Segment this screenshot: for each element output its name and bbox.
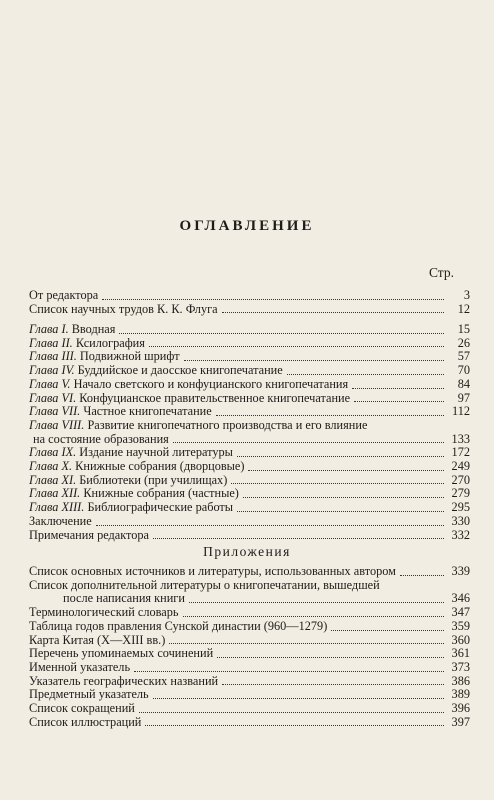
entry-title: Начало светского и конфуцианского книгопечатания (73, 377, 349, 391)
toc-entry (29, 661, 470, 675)
entry-title: Указатель географических названий (29, 674, 219, 688)
entry-title: Именной указатель (29, 660, 131, 674)
leader-dots (243, 497, 444, 498)
page-number: 112 (452, 404, 470, 419)
entry-title: Таблица годов правления Сунской династии (960—1279) (29, 619, 328, 633)
leader-dots (217, 657, 444, 658)
chapter-number: Глава I. (29, 323, 69, 336)
toc-entry (29, 303, 470, 317)
toc-entry (29, 688, 470, 702)
chapter-number: Глава XI. (29, 473, 77, 487)
leader-dots (169, 643, 444, 644)
entry-title: Библиотеки (при училищах) (79, 473, 228, 487)
page-number: 57 (457, 349, 470, 364)
entry-title: Книжные собрания (частные) (83, 487, 239, 501)
toc-entry (29, 620, 470, 634)
leader-dots (400, 575, 444, 576)
toc-entry (29, 405, 470, 419)
entry-title: Буддийское и даосское книгопечатание (77, 364, 283, 378)
entry-title: Предметный указатель (29, 688, 149, 702)
leader-dots (248, 470, 444, 471)
entry-title: Заключение (29, 514, 92, 528)
toc-entry (29, 446, 470, 460)
toc-entry (29, 460, 470, 474)
page-number: 172 (451, 445, 470, 460)
page-number: 70 (457, 363, 470, 378)
chapter-number: Глава X. (29, 460, 73, 474)
page-number: 295 (451, 500, 470, 515)
appendix-title: Приложения (203, 544, 291, 559)
entry-title: Список основных источников и литературы, использованных автором (29, 565, 396, 578)
entry-title: Вводная (71, 323, 116, 336)
leader-dots (231, 483, 444, 484)
entry-title: Карта Китая (X—XIII вв.) (29, 633, 166, 647)
toc-entry (29, 289, 470, 303)
entry-title: Подвижной шрифт (79, 350, 180, 364)
entry-title: Список научных трудов К. К. Флуга (29, 302, 218, 316)
page-number: 3 (463, 288, 470, 302)
chapter-number: Глава VII. (29, 405, 81, 419)
toc-entry (29, 323, 470, 337)
leader-dots (331, 630, 444, 631)
leader-dots (119, 333, 444, 334)
leader-dots (134, 671, 444, 672)
leader-dots (184, 360, 444, 361)
chapter-number: Глава IV. (29, 364, 75, 378)
entry-title: Развитие книгопечатного производства и его влияние (87, 418, 368, 432)
page-number: 15 (457, 322, 470, 336)
page-number: 347 (451, 605, 470, 620)
entry-title: Книжные собрания (дворцовые) (75, 460, 245, 474)
toc-entry (29, 337, 470, 351)
leader-dots (183, 616, 444, 617)
toc-entry (29, 606, 470, 620)
page-number: 330 (451, 513, 470, 528)
page-number: 270 (451, 472, 470, 487)
page-title: ОГЛАВЛЕНИЕ (179, 218, 315, 234)
toc-entry (29, 487, 470, 501)
toc-entry (29, 501, 470, 515)
leader-dots (216, 415, 444, 416)
page-number: 360 (451, 632, 470, 647)
leader-dots (222, 684, 444, 685)
leader-dots (354, 401, 444, 402)
toc-entry (29, 579, 470, 606)
page-number: 339 (451, 564, 470, 578)
chapter-number: Глава II. (29, 336, 73, 350)
toc-entry (29, 350, 470, 364)
toc-entry (29, 702, 470, 716)
page-number: 332 (451, 527, 470, 542)
page-number: 396 (451, 701, 470, 716)
entry-title: Терминологический словарь (29, 606, 179, 620)
toc-entry (29, 647, 470, 661)
entry-title: Примечания редактора (29, 528, 150, 542)
entry-title: Конфуцианское правительственное книгопечатание (79, 391, 351, 405)
entry-title: Издание научной литературы (79, 446, 233, 460)
leader-dots (139, 712, 444, 713)
entry-title: Библиографические работы (87, 501, 234, 515)
chapter-number: Глава VI. (29, 391, 77, 405)
page-number: 97 (457, 390, 470, 405)
toc-entry (29, 474, 470, 488)
chapter-number: Глава IX. (29, 446, 77, 460)
toc-entry (29, 716, 470, 730)
page-number: 279 (451, 486, 470, 501)
page-number: 26 (457, 335, 470, 350)
leader-dots (237, 456, 444, 457)
entry-title: Перечень упоминаемых сочинений (29, 647, 214, 661)
leader-dots (287, 374, 444, 375)
page-number: 346 (451, 591, 470, 606)
leader-dots (145, 725, 444, 726)
entry-title: Частное книгопечатание (83, 405, 212, 419)
page-number: 133 (451, 431, 470, 446)
entry-title: Список иллюстраций (29, 715, 142, 729)
page-number: 397 (451, 714, 470, 729)
entry-title: От редактора (29, 289, 99, 302)
toc-entry (29, 675, 470, 689)
chapter-number: Глава V. (29, 377, 71, 391)
toc-entry (29, 565, 470, 579)
toc-entry (29, 364, 470, 378)
appendix-list (29, 565, 470, 729)
toc-entry (29, 392, 470, 406)
toc-entry (29, 634, 470, 648)
chapter-number: Глава III. (29, 350, 77, 364)
entry-title-continuation: на состояние образования (33, 432, 169, 446)
leader-dots (153, 538, 444, 539)
page-number: 361 (451, 646, 470, 661)
leader-dots (222, 312, 444, 313)
leader-dots (237, 511, 444, 512)
entry-title-continuation: после написания книги (63, 592, 185, 606)
page-number: 373 (451, 659, 470, 674)
leader-dots (102, 299, 444, 300)
toc-entry (29, 378, 470, 392)
toc-entry (29, 529, 470, 543)
entry-title: Ксилография (75, 336, 145, 350)
page-number: 84 (457, 376, 470, 391)
entry-title: Список дополнительной литературы о книгопечатании, вышедшей (29, 578, 380, 592)
chapter-number: Глава XII. (29, 487, 81, 501)
page-number: 389 (451, 687, 470, 702)
leader-dots (153, 698, 444, 699)
leader-dots (149, 346, 444, 347)
leader-dots (173, 442, 444, 443)
page-number: 359 (451, 618, 470, 633)
chapter-list (29, 323, 470, 542)
chapter-number: Глава VIII. (29, 418, 85, 432)
chapter-number: Глава XIII. (29, 501, 85, 515)
page-number: 249 (451, 459, 470, 474)
toc-entry (29, 515, 470, 529)
front-matter-list (29, 289, 470, 316)
leader-dots (352, 388, 444, 389)
toc-entry (29, 419, 470, 446)
leader-dots (96, 525, 444, 526)
entry-title: Список сокращений (29, 702, 135, 716)
page-column-label: Стр. (428, 265, 454, 280)
page-number: 12 (457, 301, 470, 316)
page-number: 386 (451, 673, 470, 688)
leader-dots (189, 602, 444, 603)
